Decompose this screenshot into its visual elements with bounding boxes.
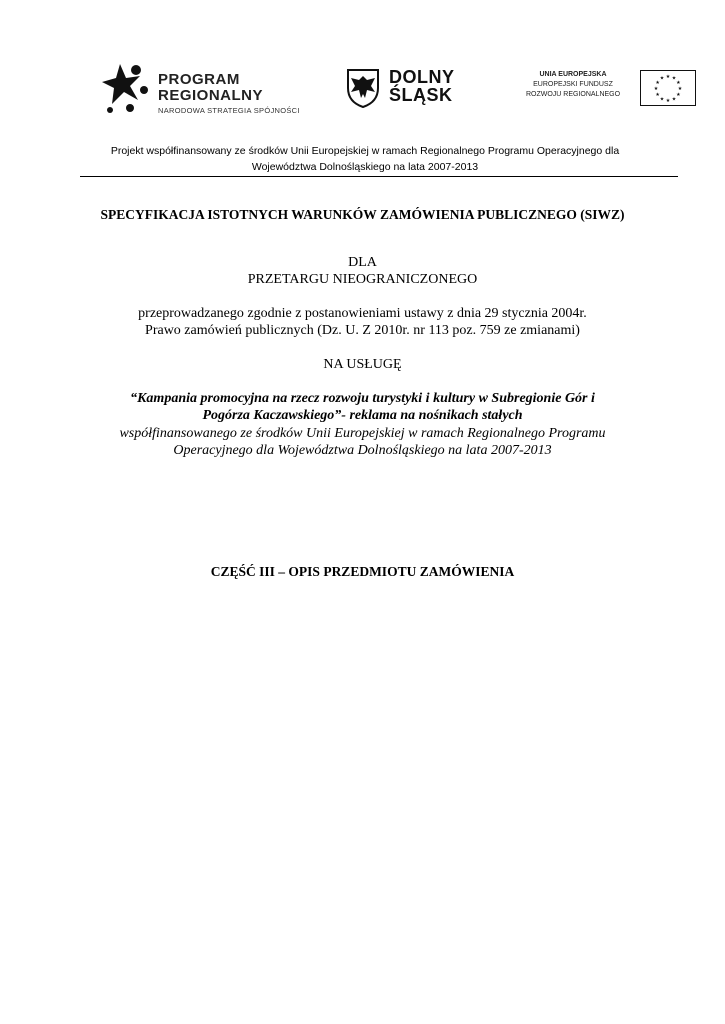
- svg-text:★: ★: [676, 92, 681, 98]
- svg-text:★: ★: [677, 86, 683, 92]
- eu-name: UNIA EUROPEJSKA: [539, 71, 607, 78]
- header-note-line-1: Projekt współfinansowany ze środków Unii Europejskiej w ramach Regionalnego Programu Operacyjnego dla: [110, 145, 620, 157]
- svg-text:★: ★: [659, 75, 665, 82]
- program-regionalny-logo: [100, 60, 310, 116]
- legal-basis-line-1: przeprowadzanego zgodnie z postanowieniami ustawy z dnia 29 stycznia 2004r.: [138, 306, 587, 321]
- svg-text:★: ★: [655, 80, 660, 86]
- svg-text:★: ★: [671, 75, 677, 82]
- svg-text:★: ★: [659, 96, 665, 103]
- campaign-title-line-1: “Kampania promocyjna na rzecz rozwoju turystyki i kultury w Subregionie Gór i: [130, 391, 595, 406]
- svg-text:★: ★: [653, 86, 659, 92]
- svg-text:★: ★: [665, 98, 671, 104]
- program-word: PROGRAM: [158, 71, 240, 88]
- svg-text:★: ★: [655, 92, 660, 98]
- eu-fund-regional: ROZWOJU REGIONALNEGO: [525, 91, 621, 98]
- service-heading: NA USŁUGĘ: [323, 357, 402, 372]
- header-note-line-2: Województwa Dolnośląskiego na lata 2007-2013: [251, 161, 479, 173]
- dolny-slask-logo: [345, 68, 475, 108]
- dolny-word: DOLNY: [389, 67, 455, 87]
- dla-line: DLA: [348, 255, 377, 270]
- header-divider: [80, 176, 678, 177]
- eu-flag-icon: [640, 70, 696, 106]
- slask-word: ŚLĄSK: [389, 85, 453, 105]
- eu-logo: [512, 70, 687, 108]
- regionalny-word: REGIONALNY: [158, 87, 264, 104]
- svg-text:★: ★: [676, 80, 681, 86]
- part-title: CZĘŚĆ III – OPIS PRZEDMIOTU ZAMÓWIENIA: [210, 564, 515, 579]
- legal-basis-line-2: Prawo zamówień publicznych (Dz. U. Z 2010r. nr 113 poz. 759 ze zmianami): [145, 323, 580, 338]
- cofinance-line-1: współfinansowanego ze środków Unii Europejskiej w ramach Regionalnego Programu: [119, 426, 606, 441]
- strategy-caption: NARODOWA STRATEGIA SPÓJNOŚCI: [158, 106, 300, 115]
- logo-bar: [0, 58, 725, 118]
- eagle-crest-icon: [345, 68, 381, 108]
- campaign-title-line-2: Pogórza Kaczawskiego”- reklama na nośnikach stałych: [202, 408, 523, 423]
- eu-fund: EUROPEJSKI FUNDUSZ: [533, 81, 613, 88]
- star-figure-icon: [100, 60, 154, 116]
- tender-type: PRZETARGU NIEOGRANICZONEGO: [247, 272, 478, 287]
- cofinancing-header-note: [60, 143, 670, 175]
- document-title: SPECYFIKACJA ISTOTNYCH WARUNKÓW ZAMÓWIENIA PUBLICZNEGO (SIWZ): [100, 207, 625, 222]
- svg-text:★: ★: [671, 96, 677, 103]
- svg-text:★: ★: [665, 74, 671, 80]
- cofinance-line-2: Operacyjnego dla Województwa Dolnośląskiego na lata 2007-2013: [173, 443, 552, 458]
